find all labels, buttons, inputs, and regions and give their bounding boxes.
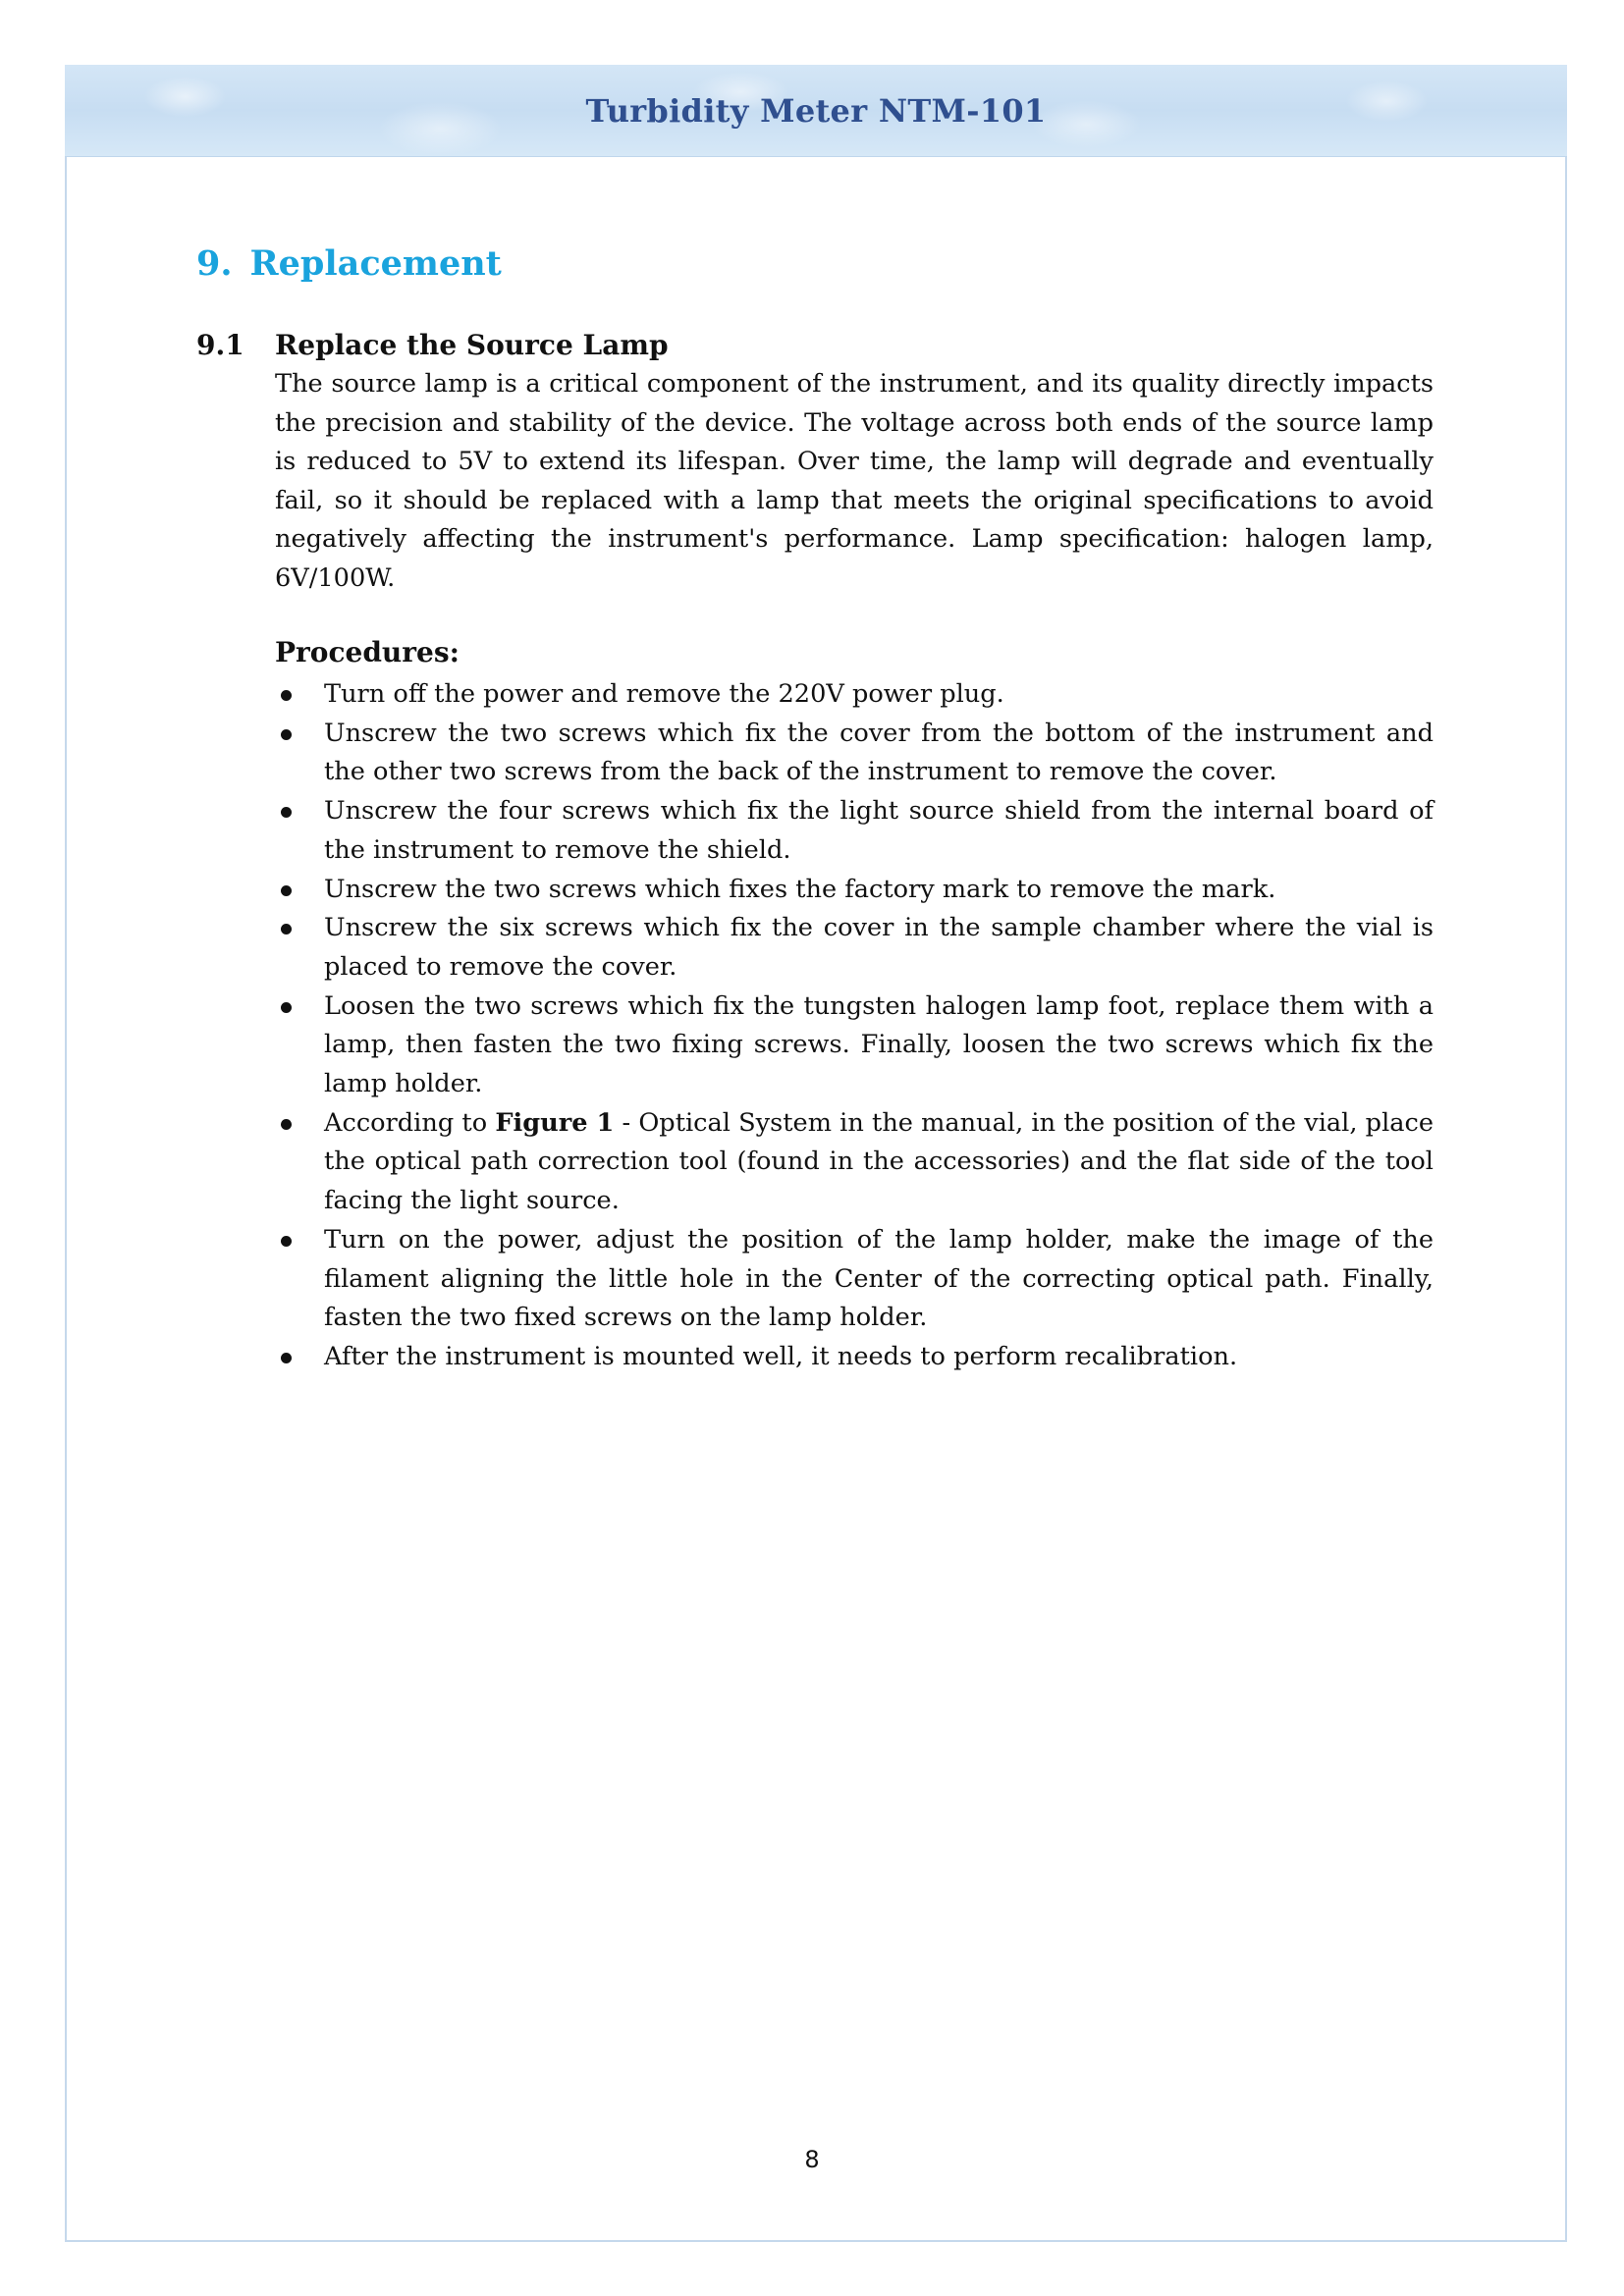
subsection-heading: [196, 329, 669, 361]
step-text: Turn off the power and remove the 220V power plug.: [324, 679, 1004, 709]
step-text: Unscrew the two screws which fix the cover from the bottom of the instrument and the other two screws from the back of the instrument to remove the cover.: [324, 718, 1434, 787]
intro-paragraph: The source lamp is a critical component of the instrument, and its quality directly impacts the precision and stability of the device. The voltage across both ends of the source lamp is reduced to 5V to extend its lifespan. Over time, the lamp will degrade and eventually fail, so it should be replaced with a lamp that meets the original specifications to avoid negatively affecting the instrument's performance. Lamp specification: halogen lamp, 6V/100W.: [275, 369, 1434, 593]
procedure-step: [275, 909, 1434, 987]
step-text: Loosen the two screws which fix the tungsten halogen lamp foot, replace them with a lamp, then fasten the two fixing screws. Finally, loosen the two screws which fix the lamp holder.: [324, 990, 1434, 1099]
procedure-step: [275, 1338, 1434, 1377]
step-text: Unscrew the two screws which fixes the factory mark to remove the mark.: [324, 874, 1276, 904]
bullet-icon: [281, 885, 292, 896]
section-number: 9.: [196, 243, 233, 284]
section-heading: [196, 243, 502, 284]
procedure-step: [275, 1104, 1434, 1221]
bullet-icon: [281, 1119, 292, 1130]
step-text: After the instrument is mounted well, it needs to perform recalibration.: [324, 1341, 1238, 1371]
procedures-heading: Procedures:: [275, 636, 460, 668]
bullet-icon: [281, 1353, 292, 1363]
page-number: 8: [804, 2146, 820, 2173]
bullet-icon: [281, 1002, 292, 1013]
procedure-step: [275, 792, 1434, 870]
procedure-step: [275, 675, 1434, 715]
page-header: [65, 65, 1567, 157]
step-text-after: - Optical System in the manual, in the position of the vial, place the optical path correction tool (found in the accessories) and the flat side of the tool facing the light source.: [324, 1107, 1434, 1216]
procedure-step: [275, 871, 1434, 910]
step-text: Unscrew the four screws which fix the light source shield from the internal board of the instrument to remove the shield.: [324, 796, 1434, 865]
step-text: Unscrew the six screws which fix the cover in the sample chamber where the vial is placed to remove the cover.: [324, 913, 1434, 982]
header-title: Turbidity Meter NTM-101: [585, 92, 1047, 130]
section-title: Replacement: [249, 243, 502, 284]
step-text-before: According to: [324, 1107, 496, 1138]
bullet-icon: [281, 729, 292, 740]
bullet-icon: [281, 807, 292, 818]
procedure-step: [275, 1221, 1434, 1338]
bullet-icon: [281, 690, 292, 701]
subsection-number: 9.1: [196, 329, 244, 361]
procedure-step: [275, 988, 1434, 1104]
bullet-icon: [281, 1236, 292, 1247]
bullet-icon: [281, 924, 292, 934]
procedure-step: [275, 715, 1434, 792]
subsection-title: Replace the Source Lamp: [275, 329, 669, 361]
step-text: Turn on the power, adjust the position of the lamp holder, make the image of the filament aligning the little hole in the Center of the correcting optical path. Finally, fasten the two fixed screws on the lamp holder.: [324, 1224, 1434, 1333]
figure-reference: Figure 1: [495, 1107, 615, 1138]
procedure-steps-list: [275, 675, 1434, 1377]
